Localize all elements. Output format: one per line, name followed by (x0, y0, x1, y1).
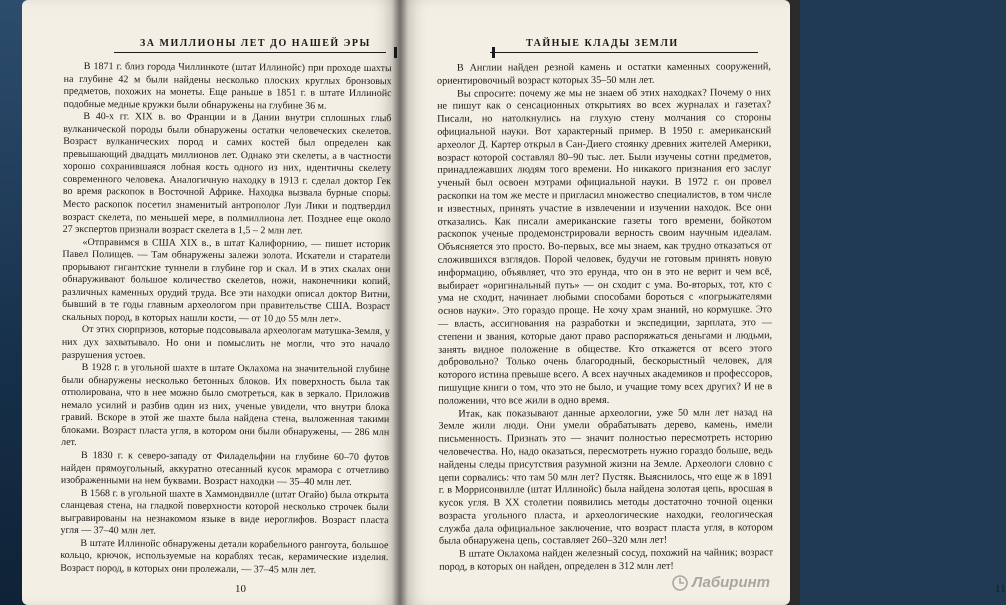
left-paragraph-1: В 1871 г. близ города Чиллинкоте (штат Иллинойс) при проходе шахты на глубине 42 м были найдены несколько плоских круглых бронзовых предметов, похожих на монеты. Еще раньше в 1851 г. в штате Иллинойс подобные медные кружки были обнаружены на глубине 36 м. (63, 61, 392, 112)
left-paragraph-6: В 1830 г. к северо-западу от Филадельфии на глубине 60–70 футов найден прямоугольный, аккуратно отесанный кусок мрамора с отчетливо изображенными на нем буквами. Возраст находки — 35–40 млн лет. (60, 449, 390, 488)
right-head-ornament (492, 47, 495, 58)
left-paragraph-5: В 1928 г. в угольной шахте в штате Оклахома на значительной глубине были обнаружены несколько бетонных блоков. Их поверхность была так отполирована, что в нее можно было смотреться, как в зеркало. Приложив немало усилий и разбив один из них, ученые увидели, что внутри блока гравий. Вскоре в этой же шахте была найдена стена, выложенная такими блоками. Возраст пласта угля, в котором они были обнаружены, — 286 млн лет. (61, 362, 390, 449)
left-page (22, 0, 400, 605)
right-page (400, 0, 1006, 605)
right-paragraph-1: В Англии найден резной камень и остатки каменных сооружений, ориентировочный возраст которых 35–50 млн лет. (436, 61, 771, 87)
right-paragraph-4: В штате Оклахома найден железный сосуд, похожий на чайник; возраст пород, в которых он найден, определен в 312 млн лет! (439, 547, 774, 573)
right-page-number: 11 (995, 583, 1006, 595)
right-paragraph-2: Вы спросите: почему же мы не знаем об этих находках? Почему о них не пишут как о сенсационных открытиях во всех журналах и газетах? Писали, но натолкнулись на глухую стену молчания со стороны официальной науки. Вот характерный пример. В 1950 г. американский археолог Д. Картер открыл в Сан-Диего стоянку древних жителей Америки, возраст которой составлял 80–90 тыс. лет. Были изучены сотни предметов, принадлежавших людям того времени. Но никакого признания его заслуг ученый был освоен мэтрами официальной науки. В 1972 г. он провел раскопки на том же месте и пригласил множество специалистов, в том числе и известных, принять участие в извлечении и изучении находок. Все они отказались. Как писали американские газеты того времени, бойкотом раскопок ученые продемонстрировали верность своим научным идеалам. Объясняется это просто. Во-первых, все мы знаем, как трудно отказаться от сложившихся взглядов. Порой человек, будучи не готовым принять новую информацию, объявляет, что это ерунда, что он в это не верит и чем всё, выбирает «оригинальный путь» — он сходит с ума. Во-вторых, тот, кто с ума не сходит, начинает любыми способами бороться с «погрыжателями основ науки». Это гораздо проще. Не хочу храм знаний, но кормушке. Это — власть, ассигнования на разработки и экспедиции, зарплата, это — степени и звания, которые дают право распоряжаться деньгами и людьми, занять видное положение в обществе. Кто откажется от всего этого добровольно? Только очень благородный, бескорыстный человек, для которого истина превыше всего. А всех научных академиков и профессоров, пишущие книги о том, что это не было, и учащие тому всех других? И не в положении, что все жили в одно время. (437, 86, 773, 407)
left-head-rule (114, 52, 386, 53)
left-page-number: 10 (235, 583, 246, 595)
right-running-head: ТАЙНЫЕ КЛАДЫ ЗЕМЛИ (526, 38, 679, 49)
left-running-head: ЗА МИЛЛИОНЫ ЛЕТ ДО НАШЕЙ ЭРЫ (140, 38, 371, 49)
right-paragraph-3: Итак, как показывают данные археологии, уже 50 млн лет назад на Земле жили люди. Они умели обрабатывать дерево, камень, имели письменность. Признать это — значит полностью пересмотреть историю человечества. Но, надо оказаться, пересмотреть нужно гораздо больше, ведь найдены следы присутствия разумной жизни на Земле. Археологи словно с цепи сорвались: что там 50 млн лет? Пустяк. Выяснилось, что еще ж в 1891 г. в Моррисонвилле (штат Иллинойс) была найдена золотая цепь, вросшая в кусок угля. В XX столетии появились методы достаточно точной оценки возраста угольного пласта, и археологические находки, геологическая служба дала официальное заключение, что возраст пласта угля, в котором была обнаружена цепь, составляет 260–320 млн лет! (438, 406, 773, 548)
book-gutter (392, 0, 408, 605)
left-paragraph-3: «Отправимся в США XIX в., в штат Калифорнию, — пишет историк Павел Полищев. — Там обнаружены залежи золота. Искатели и старатели прорывают гигантские туннели в глубине гор и скал. И в этих скалах они обнаруживают большое количество скелетов, ножи, наконечники копий, различных каменных орудий труда. Все эти находки описал доктор Витни, бывший в те годы главным археологом при правительстве США. Возраст скальных пород, в которых нашли кости, — от 10 до 55 млн лет». (61, 236, 391, 325)
right-head-rule (490, 52, 758, 53)
left-page-text (60, 61, 392, 578)
watermark (672, 574, 770, 591)
left-paragraph-4: От этих сюрпризов, которые подсовывала археологам матушка-Земля, у них дух захватывало. Но они и помыслить не могли, что это начало разрушения устоев. (61, 324, 390, 362)
left-paragraph-8: В штате Иллинойс обнаружены детали корабельного рангоута, большое кольцо, крючок, используемые на кораблях тесак, керамические изделия. Возраст пород, в которых они пролежали, — 37–45 млн лет. (60, 537, 389, 576)
left-paragraph-2: В 40-х гг. XIX в. во Франции и в Дании внутри сплошных глыб вулканической породы были обнаружены остатки человеческих скелетов. Возраст вулканических пород и самих костей был определен как превышающий двадцать миллионов лет. Однако эти скелеты, а в частности хорошо сохранившаяся лобная кость одного из них, идентичны скелету современного человека. Аналогичную находку в 1913 г. сделал доктор Гек во время раскопок в Восточной Африке. Находка вызвала бурные споры. Место раскопок посетил знаменитый антрополог Луи Лики и подтвердил возраст скелета, по меньшей мере, в полмиллиона лет. Позднее еще около 27 экспертов признали возраст скелета в 1,5 – 2 млн лет. (62, 111, 392, 237)
right-page-text (437, 61, 773, 574)
watermark-text: Лабиринт (692, 574, 771, 591)
labirint-logo-icon (672, 575, 688, 591)
left-paragraph-7: В 1568 г. в угольной шахте в Хаммондвилле (штат Огайо) была открыта сланцевая стена, на гладкой поверхности которой несколько строчек были выгравированы на незнакомом языке в виде иероглифов. Возраст пласта угля — 37–40 млн лет. (60, 487, 389, 537)
